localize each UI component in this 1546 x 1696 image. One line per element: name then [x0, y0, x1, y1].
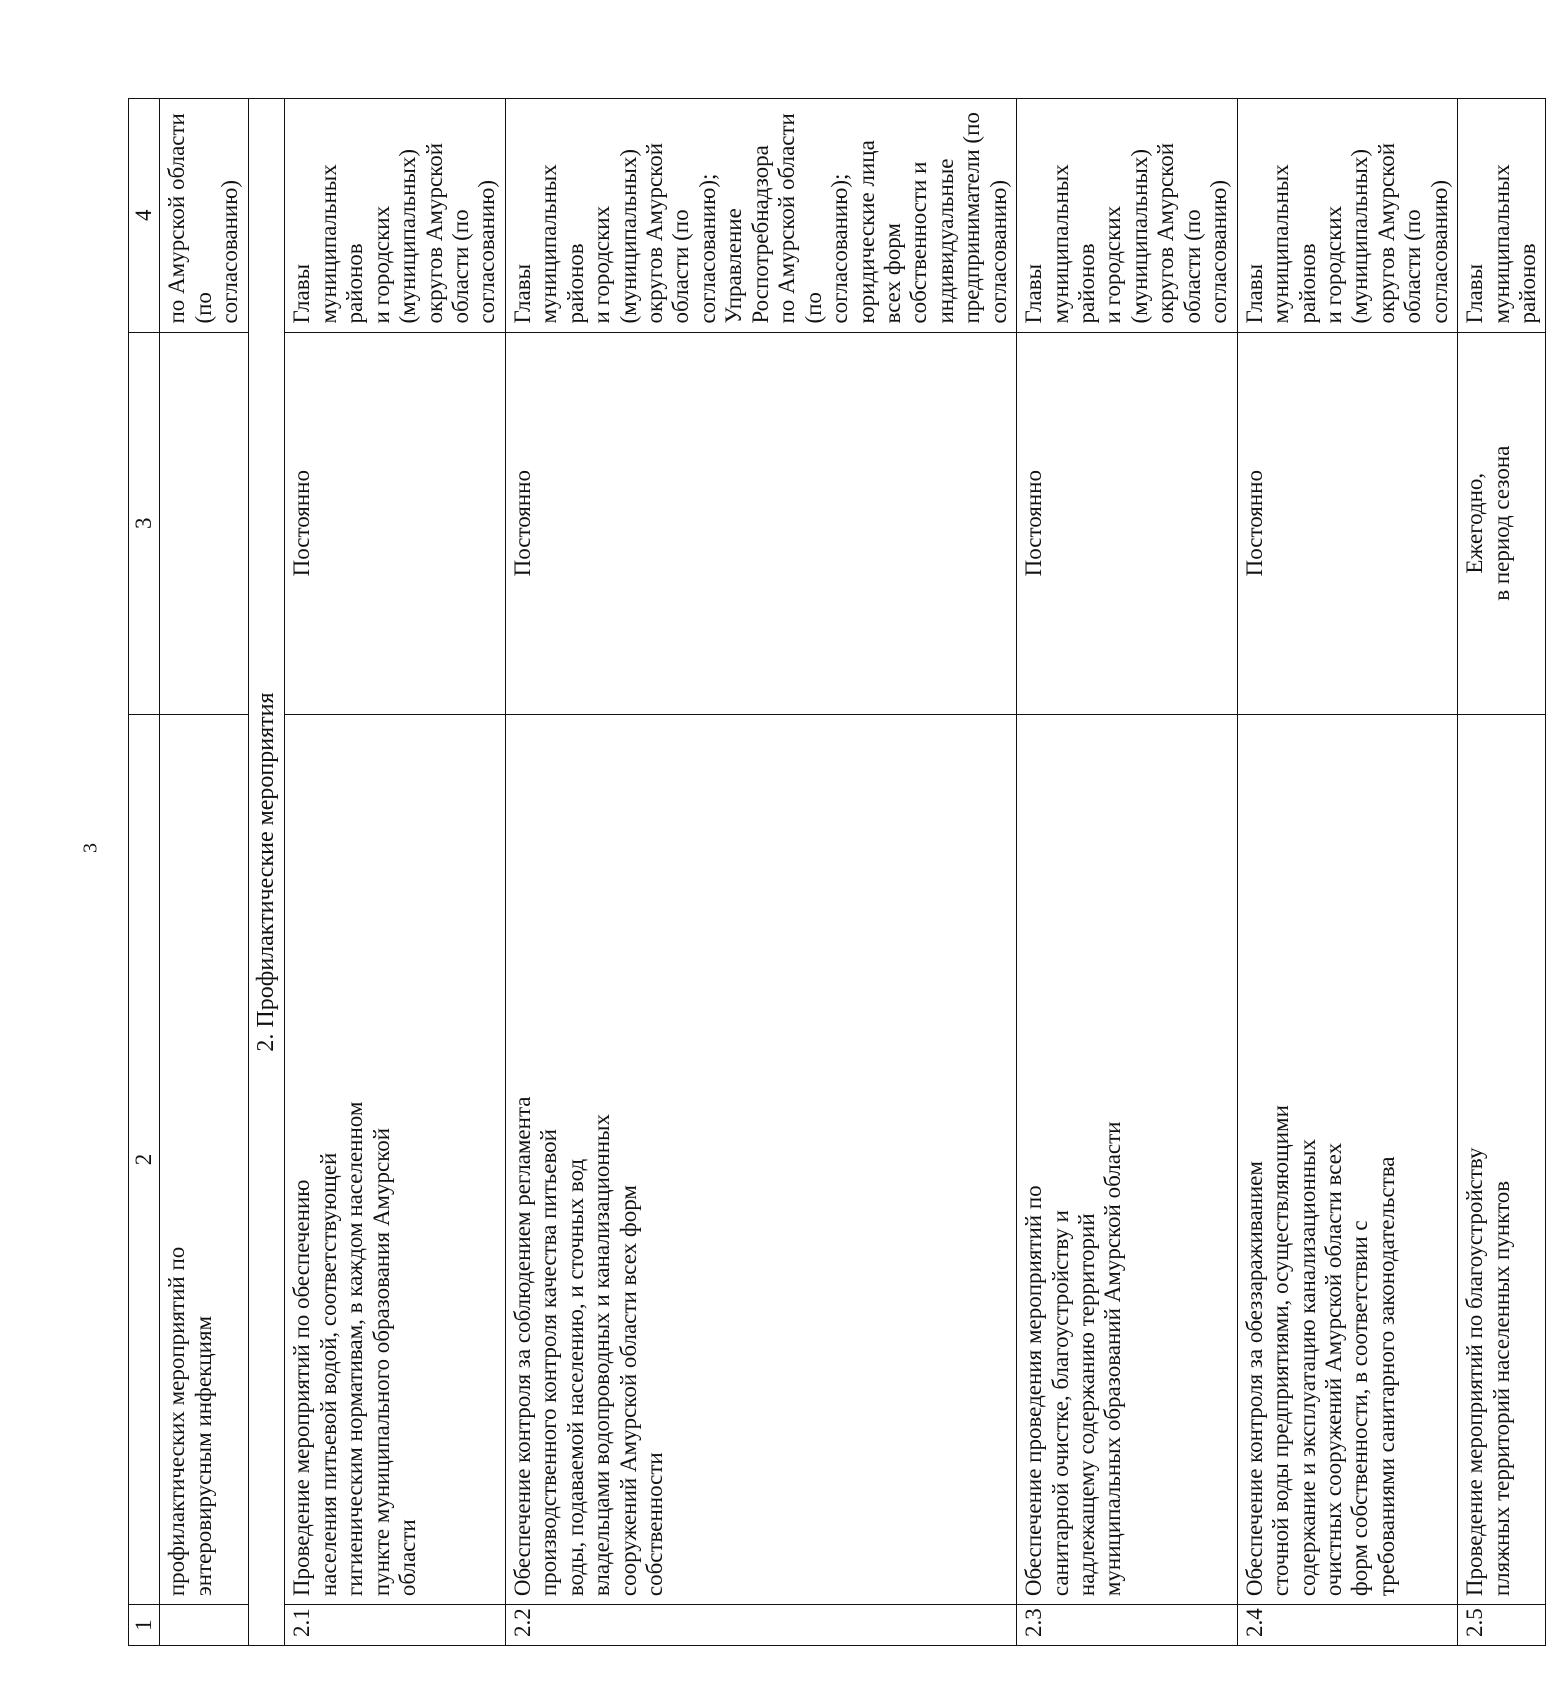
intro-desc: профилактических мероприятий по энтеровирусным инфекциям: [160, 714, 248, 1604]
row-description: Обеспечение проведения мероприятий по санитарной очистке, благоустройству и надлежащему содержанию территорий муниципальных образований Амурской области: [1017, 714, 1238, 1604]
table-row: [505, 99, 1016, 1646]
intro-row: [160, 99, 248, 1646]
header-col-2: 2: [129, 714, 160, 1604]
intro-term: [160, 332, 248, 714]
row-number: 2.5: [1458, 1605, 1546, 1646]
row-responsible: Главы муниципальных районов и городских (муниципальных) округов Амурской области (по согласованию); Управление Роспотребнадзора по Амурской области (по согласованию); юридические лица всех форм собственности и индивидуальные предприниматели (по согласованию): [505, 99, 1016, 333]
section-heading: 2. Профилактические мероприятия: [248, 99, 285, 1646]
table-row: [285, 99, 506, 1646]
header-col-1: 1: [129, 1605, 160, 1646]
row-responsible: Главы муниципальных районов и городских (муниципальных) округов Амурской области (по согласованию): [1017, 99, 1238, 333]
table-row: [1458, 99, 1546, 1646]
row-responsible: Главы муниципальных районов и городских (муниципальных) округов Амурской области (по согласованию): [285, 99, 506, 333]
row-responsible: Главы муниципальных районов и городских (муниципальных) округов Амурской области (по согласованию): [1237, 99, 1458, 333]
measures-table: [128, 98, 1546, 1646]
row-term: Постоянно: [285, 332, 506, 714]
document-table-frame: [128, 98, 1541, 1646]
row-number: 2.3: [1017, 1605, 1238, 1646]
row-responsible: Главы муниципальных районов: [1458, 99, 1546, 333]
section-row: [248, 99, 285, 1646]
row-description: Проведение мероприятий по благоустройству пляжных территорий населенных пунктов: [1458, 714, 1546, 1604]
intro-resp: по Амурской области (по согласованию): [160, 99, 248, 333]
intro-num: [160, 1605, 248, 1646]
table-row: [1237, 99, 1458, 1646]
header-col-4: 4: [129, 99, 160, 333]
row-term: Ежегодно, в период сезона: [1458, 332, 1546, 714]
table-row: [1017, 99, 1238, 1646]
row-number: 2.4: [1237, 1605, 1458, 1646]
header-col-3: 3: [129, 332, 160, 714]
row-term: Постоянно: [1017, 332, 1238, 714]
row-description: Проведение мероприятий по обеспечению населения питьевой водой, соответствующей гигиеническим нормативам, в каждом населенном пункте муниципального образования Амурской области: [285, 714, 506, 1604]
row-number: 2.2: [505, 1605, 1016, 1646]
row-term: Постоянно: [505, 332, 1016, 714]
row-description: Обеспечение контроля за обеззараживанием сточной воды предприятиями, осуществляющими содержание и эксплуатацию канализационных очистных сооружений Амурской области всех форм собственности, в соответствии с требованиями санитарного законодательства: [1237, 714, 1458, 1604]
row-number: 2.1: [285, 1605, 506, 1646]
row-term: Постоянно: [1237, 332, 1458, 714]
page-number: 3: [79, 843, 102, 853]
header-row: [129, 99, 160, 1646]
row-description: Обеспечение контроля за соблюдением регламента производственного контроля качества питьевой воды, подаваемой населению, и сточных вод владельцами водопроводных и канализационных сооружений Амурской области всех форм собственности: [505, 714, 1016, 1604]
